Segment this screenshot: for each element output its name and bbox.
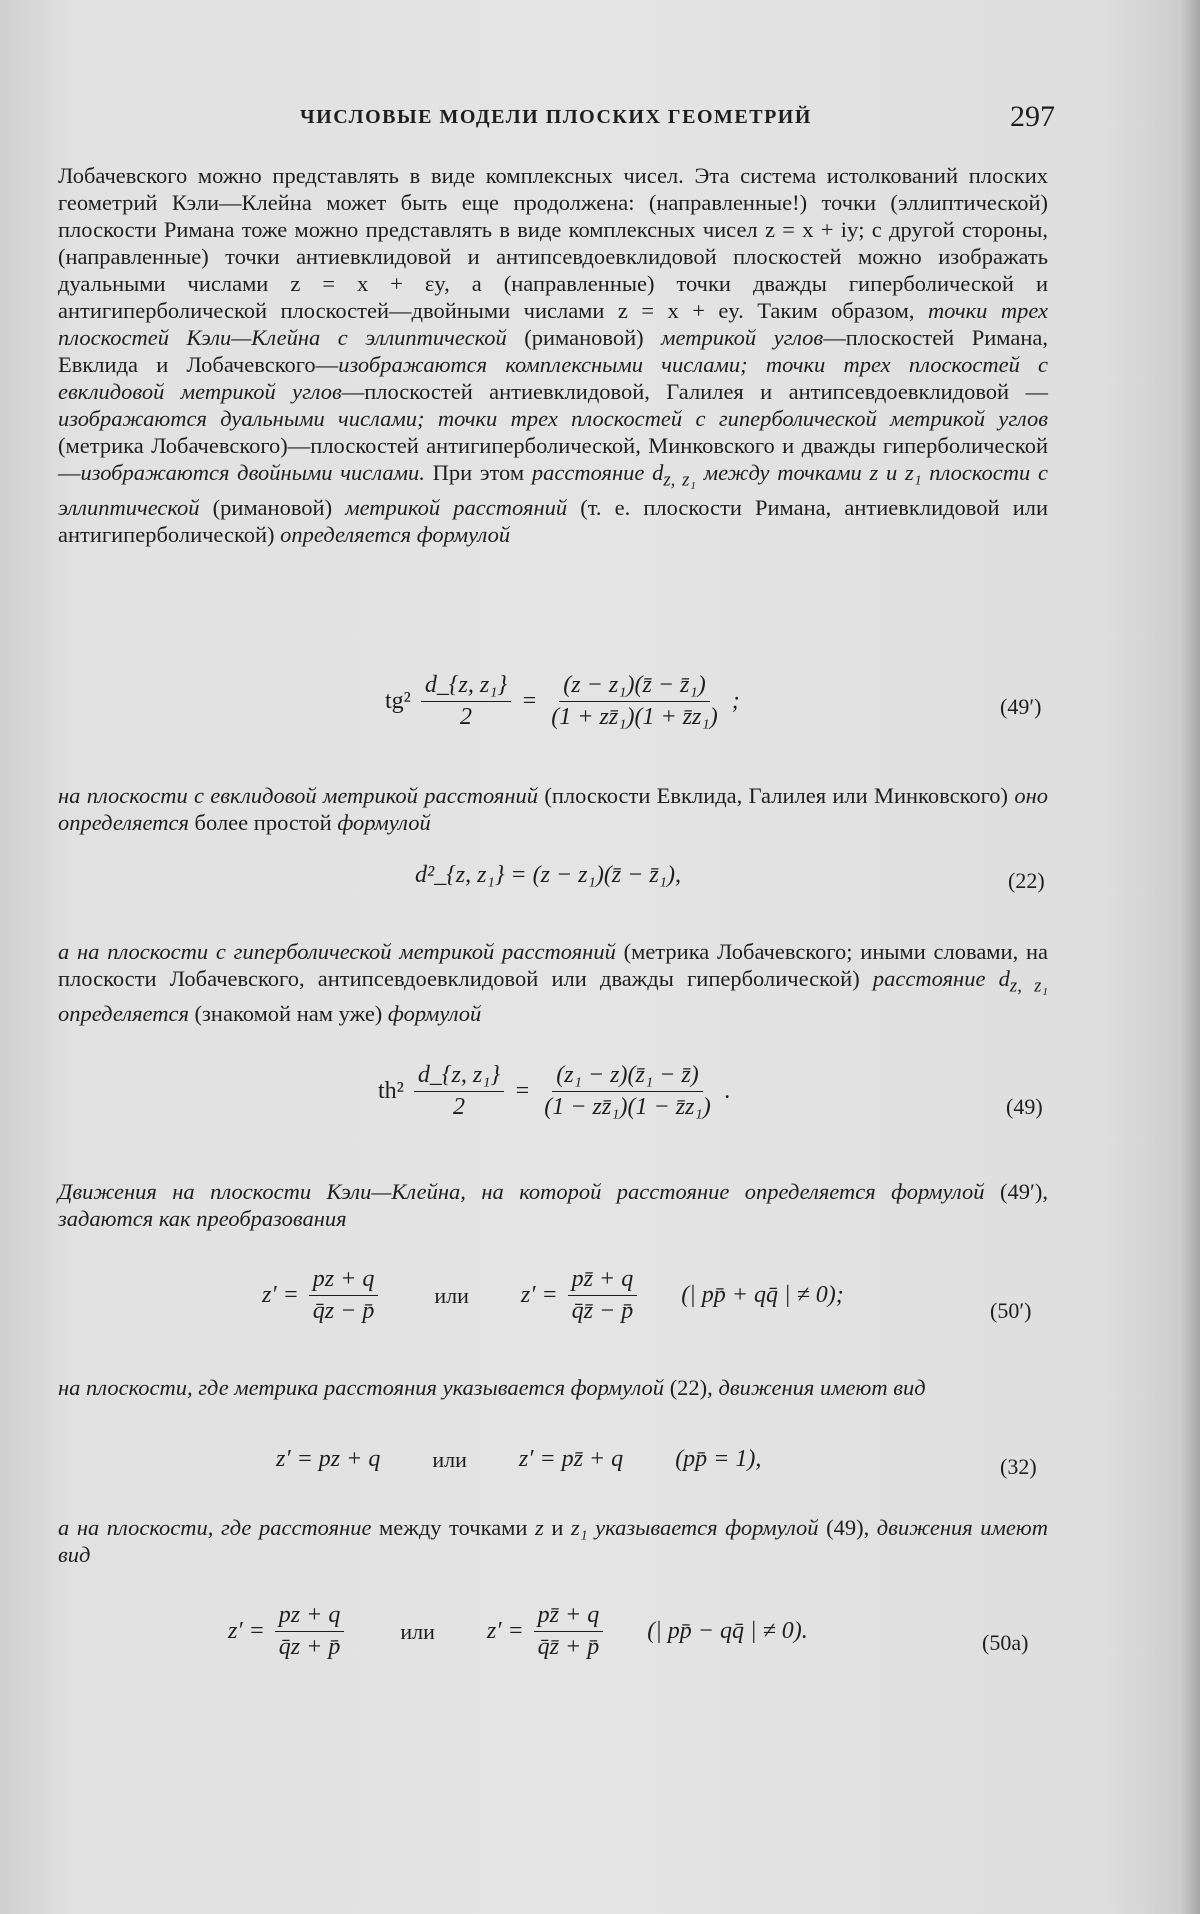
expression: z′ = pz̄ + q [518,1446,624,1472]
or-word: или [434,1282,469,1308]
fraction [568,1266,638,1325]
text-run: Таким образом, [757,298,928,323]
numerator: d_{z, z₁} [414,1062,504,1092]
italic-run: изображаются дуальными числами; точки трех плоскостей с гиперболической метрикой углов [58,406,1048,431]
italic-run: движения имеют вид [718,1375,926,1400]
fraction [414,1062,504,1121]
equals-sign: = [514,1078,531,1104]
function-name: tg² [385,688,411,714]
lhs: z′ = [262,1282,299,1308]
fraction [275,1602,345,1661]
formula-50a [0,1602,1200,1682]
paragraph-5 [58,938,1048,1027]
paragraph-4 [58,782,1048,836]
lhs: z′ = [228,1618,265,1644]
condition: (pp̄ = 1), [675,1446,762,1472]
text-run: (плоскости Евклида, Галилея или Минковского) [538,783,1015,808]
italic-run: а на плоскости с гиперболической метрикой расстояний [58,939,616,964]
italic-run: точки трех плоскостей Кэли—Клейна с эллиптической [58,298,1048,350]
formula-expression [276,1446,761,1473]
condition: (| pp̄ + qq̄ | ≠ 0); [681,1282,844,1308]
formula-22 [0,862,1200,942]
text-run: (римановой) [506,325,662,350]
paragraph-1 [58,162,1048,548]
function-name: th² [378,1078,404,1104]
lhs: z′ = [520,1282,558,1308]
denominator: (1 − zz̄₁)(1 − z̄z₁) [544,1094,711,1120]
formula-expression [378,1062,731,1121]
numerator: (z₁ − z)(z̄₁ − z̄) [552,1062,702,1092]
numerator: pz + q [309,1266,379,1296]
italic-run: а на плоскости, где расстояние [58,1515,372,1540]
italic-run: оно определяется [58,783,1049,835]
fraction [309,1266,379,1325]
fraction [540,1062,714,1121]
formula-expression [385,672,740,731]
fraction [421,672,511,731]
subscript: z, z₁ [663,469,696,491]
lhs: z′ = [486,1618,524,1644]
running-head: ЧИСЛОВЫЕ МОДЕЛИ ПЛОСКИХ ГЕОМЕТРИЙ [300,106,812,128]
text-run: между точками [371,1515,536,1540]
fraction [534,1602,604,1661]
text-run: —плоскостей Римана, Евклида и Лобачевского— [58,325,1048,377]
denominator: 2 [452,1094,465,1120]
text-run: —плоскостей антиевклидовой, Галилея и антипсевдоевклидовой — [341,379,1048,404]
text-run: (знакомой нам уже) [188,1000,388,1026]
italic-run: определяется [58,1000,189,1026]
numerator: pz̄ + q [568,1266,638,1296]
numerator: pz + q [275,1602,345,1632]
fraction [547,672,721,731]
italic-run: движения имеют вид [58,1515,1048,1567]
punctuation: ; [731,688,740,714]
italic-run: на плоскости с евклидовой метрикой расстояний [58,783,539,808]
text-run: и [543,1515,571,1540]
denominator: 2 [459,704,472,730]
formula-50-prime [0,1266,1200,1346]
paragraph-2 [58,298,1048,485]
formula-expression [228,1602,808,1661]
equation-number: (49) [1006,1094,1043,1119]
text-run: (49), [818,1515,877,1540]
italic-run: на плоскости, где метрика расстояния указывается формулой [58,1375,665,1400]
formula-expression: d²_{z, z₁} = (z − z₁)(z̄ − z̄₁), [415,862,682,888]
numerator: pz̄ + q [534,1602,604,1632]
text-run: (49′), [984,1179,1048,1204]
formula-49-prime [0,672,1200,752]
denominator: q̄z̄ − p̄ [571,1298,634,1324]
italic-run: Движения на плоскости Кэли—Клейна, на которой расстояние определяется формулой [58,1179,985,1204]
italic-run: расстояние d [531,460,664,485]
italic-run: между точками z и z₁ плоскости с эллиптической [58,460,1048,520]
denominator: q̄z̄ + p̄ [537,1634,600,1660]
expression: z′ = pz + q [276,1446,381,1472]
equation-number: (50а) [982,1630,1029,1655]
italic-run: изображаются двойными числами. [80,460,425,485]
equation-number: (22) [1008,868,1045,893]
denominator: (1 + zz̄₁)(1 + z̄z₁) [551,704,718,730]
subscript: z, z₁ [1009,975,1048,997]
italic-run: изображаются комплексными числами; точки трех плоскостей с евклидовой метрикой углов [58,352,1049,404]
italic-run: формулой [337,810,431,835]
italic-run: задаются как преобразования [58,1206,347,1231]
italic-run: z₁ указывается формулой [570,1515,819,1540]
paragraph-7 [58,1374,1048,1401]
italic-run: метрикой расстояний [345,494,568,520]
condition: (| pp̄ − qq̄ | ≠ 0). [647,1618,808,1644]
italic-run: метрикой углов [661,325,824,350]
text-run: (метрика Лобачевского)—плоскостей антигиперболической, Минковского и дважды гиперболической— [58,433,1048,485]
italic-run: определяется формулой [280,521,511,547]
italic-run: расстояние d [872,966,1010,991]
or-word: или [400,1618,435,1644]
equation-number: (49′) [1000,694,1042,719]
numerator: (z − z₁)(z̄ − z̄₁) [559,672,709,702]
text-run: (римановой) [199,494,346,520]
text-run: (метрика Лобачевского; иными словами, на плоскости Лобачевского, антипсевдоевклидовой или дважды гиперболической) [58,939,1048,991]
punctuation: . [724,1078,731,1104]
equation-number: (50′) [990,1298,1032,1323]
denominator: q̄z − p̄ [312,1298,375,1324]
paragraph-1-text: Лобачевского можно представлять в виде комплексных чисел. Эта система истолкований плоских геометрий Кэли—Клейна может быть еще продолжена: (направленные!) точки (эллиптической) плоскости Римана тоже можно представлять в виде комплексных чисел z = x + iy; с другой стороны, (направленные) точки антиевклидовой и антипсевдоевклидовой плоскостей можно изображать дуальными числами z = x + εy, а (направленные) точки дважды гиперболической и антигиперболической плоскостей—двойными числами z = x + ey. [58,163,1048,323]
text-run: (т. е. плоскости Римана, антиевклидовой или антигиперболической) [58,494,1049,547]
or-word: или [432,1446,467,1472]
text-run: При этом [432,460,532,485]
text-run: более простой [188,810,338,835]
italic-run: формулой [387,1000,482,1026]
page-number: 297 [1010,100,1055,133]
formula-49 [0,1062,1200,1142]
paragraph-8 [58,1514,1048,1568]
formula-expression [262,1266,844,1325]
italic-run: z [535,1515,544,1540]
equals-sign: = [521,688,538,714]
equation-number: (32) [1000,1454,1037,1479]
denominator: q̄z + p̄ [278,1634,341,1660]
numerator: d_{z, z₁} [421,672,511,702]
paragraph-6 [58,1178,1048,1232]
text-run: (22), [664,1375,719,1400]
